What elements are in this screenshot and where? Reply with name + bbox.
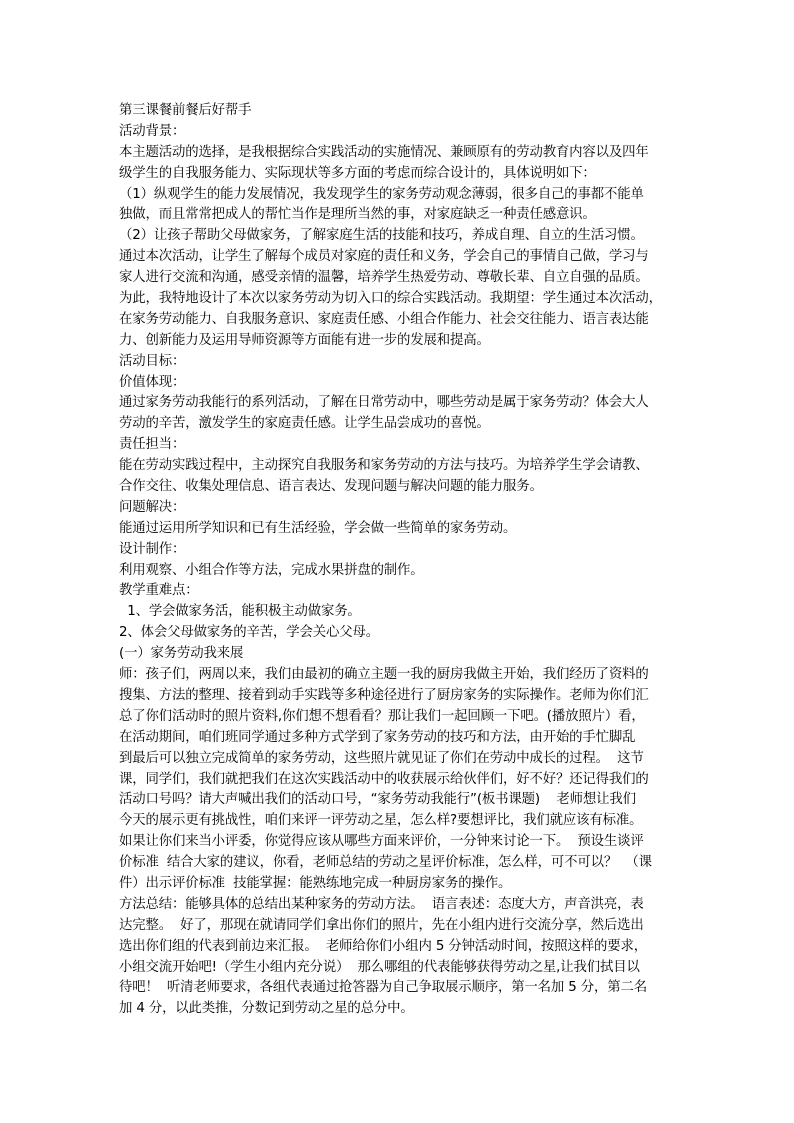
- text-line: （1）纵观学生的能力发展情况，我发现学生的家务劳动观念薄弱，很多自己的事都不能单: [119, 186, 644, 202]
- text-line: 小组交流开始吧!（学生小组内充分说） 那么哪组的代表能够获得劳动之星,让我们拭目以: [119, 959, 640, 975]
- text-line: 待吧！ 听清老师要求，各组代表通过抢答器为自己争取展示顺序，第一名加 5 分，第二名: [119, 980, 647, 996]
- subheading-responsibility: 责任担当：: [119, 437, 186, 453]
- document-title: 第三课餐前餐后好帮手: [119, 103, 252, 118]
- text-line: 加 4 分，以此类推，分数记到劳动之星的总分中。: [119, 1001, 414, 1017]
- text-line: 选出你们组的代表到前边来汇报。 老师给你们小组内 5 分钟活动时间，按照这样的要求，: [119, 938, 647, 954]
- text-line: 在家务劳动能力、自我服务意识、家庭责任感、小组合作能力、社会交往能力、语言表达能: [119, 311, 649, 327]
- text-line: 方法总结：能够具体的总结出某种家务的劳动方法。 语言表述：态度大方，声音洪亮，表: [119, 896, 644, 912]
- text-line: 通过本次活动，让学生了解每个成员对家庭的责任和义务，学会自己的事情自己做，学习与: [119, 249, 649, 265]
- text-line: 师：孩子们，两周以来，我们由最初的确立主题一我的厨房我做主开始，我们经历了资料的: [119, 667, 649, 683]
- text-line: 活动口号吗？请大声喊出我们的活动口号，“家务劳动我能行”(板书课题) 老师想让我们: [119, 792, 636, 808]
- section-heading-goals: 活动目标：: [119, 353, 186, 369]
- text-line: 搜集、方法的整理、接着到动手实践等多种途径进行了厨房家务的实际操作。老师为你们汇: [119, 687, 649, 703]
- text-line: 能在劳动实践过程中，主动探究自我服务和家务劳动的方法与技巧。为培养学生学会请教、: [119, 458, 649, 474]
- subheading-value: 价值体现：: [119, 374, 186, 390]
- text-line: 级学生的自我服务能力、实际现状等多方面的考虑而综合设计的，具体说明如下：: [119, 165, 596, 181]
- text-line: 课，同学们，我们就把我们在这次实践活动中的收获展示给伙伴们，好不好？还记得我们的: [119, 771, 649, 787]
- text-line: 合作交往、收集处理信息、语言表达、发现问题与解决问题的能力服务。: [119, 479, 543, 495]
- text-line: 能通过运用所学知识和已有生活经验，学会做一些简单的家务劳动。: [119, 520, 517, 536]
- text-line: 总了你们活动时的照片资料,你们想不想看看？那让我们一起回顾一下吧。(播放照片）看，: [119, 708, 645, 724]
- text-line: 利用观察、小组合作等方法，完成水果拼盘的制作。: [119, 562, 424, 578]
- text-line: 今天的展示更有挑战性，咱们来评一评劳动之星，怎么样?要想评比，我们就应该有标准。: [119, 813, 643, 829]
- text-line: 在活动期间，咱们班同学通过多种方式学到了家务劳动的技巧和方法，由开始的手忙脚乱: [119, 729, 636, 745]
- text-line: 2、体会父母做家务的辛苦，学会关心父母。: [119, 625, 379, 641]
- text-line: 力、创新能力及运用导师资源等方面能有进一步的发展和提高。: [119, 332, 490, 348]
- text-line: 件）出示评价标准 技能掌握：能熟练地完成一种厨房家务的操作。: [119, 875, 512, 891]
- section-heading-key-points: 教学重难点：: [119, 583, 199, 599]
- text-line: （2）让孩子帮助父母做家务，了解家庭生活的技能和技巧，养成自理、自立的生活习惯。: [119, 228, 644, 244]
- text-line: 如果让你们来当小评委，你觉得应该从哪些方面来评价，一分钟来讨论一下。 预设生谈评: [119, 834, 644, 850]
- text-line: 通过家务劳动我能行的系列活动，了解在日常劳动中，哪些劳动是属于家务劳动？体会大人: [119, 395, 649, 411]
- text-line: 本主题活动的选择，是我根据综合实践活动的实施情况、兼顾原有的劳动教育内容以及四年: [119, 144, 649, 160]
- subheading-problem-solving: 问题解决：: [119, 499, 186, 515]
- text-line: 达完整。 好了，那现在就请同学们拿出你们的照片，先在小组内进行交流分享，然后选出: [119, 917, 644, 933]
- text-line: 1、学会做家务活，能积极主动做家务。: [119, 604, 361, 620]
- text-line: 到最后可以独立完成简单的家务劳动，这些照片就见证了你们在劳动中成长的过程。 这节: [119, 750, 644, 766]
- text-line: 独做，而且常常把成人的帮忙当作是理所当然的事，对家庭缺乏一种责任感意识。: [119, 207, 596, 223]
- text-line: 家人进行交流和沟通，感受亲情的温馨，培养学生热爱劳动、尊敬长辈、自立自强的品质。: [119, 270, 649, 286]
- text-line: 价标准 结合大家的建议，你看，老师总结的劳动之星评价标准，怎么样，可不可以？ （课: [119, 855, 652, 871]
- text-line: 为此，我特地设计了本次以家务劳动为切入口的综合实践活动。我期望：学生通过本次活动，: [119, 291, 662, 307]
- section-heading-background: 活动背景：: [119, 123, 186, 139]
- text-line: 劳动的辛苦，激发学生的家庭责任感。让学生品尝成功的喜悦。: [119, 416, 490, 432]
- subheading-design: 设计制作：: [119, 541, 186, 557]
- document-body: [119, 101, 685, 1020]
- section-heading-part-one: (一）家务劳动我来展: [119, 646, 244, 662]
